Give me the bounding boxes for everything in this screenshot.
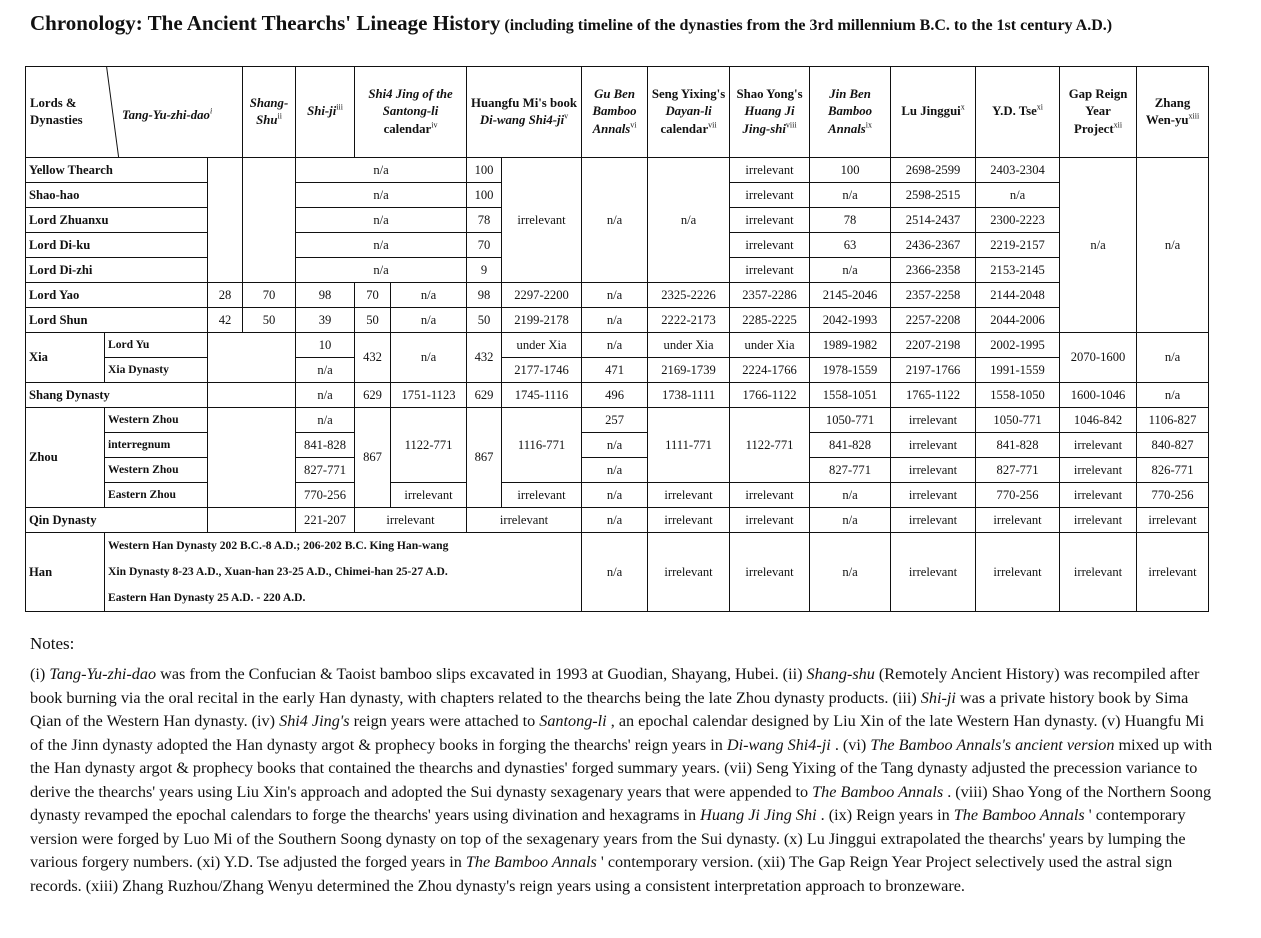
huangfu-range-cell: 2297-2200 <box>502 283 582 308</box>
huangfu-cell: 50 <box>467 308 502 333</box>
shi4-years-cell: 70 <box>355 283 391 308</box>
header-shi4-jing: Shi4 Jing of the Santong-li calendar$^{iv}$ <box>355 67 467 158</box>
jinben-cell: n/a <box>810 533 891 612</box>
shiji-cell: n/a <box>296 233 467 258</box>
shiji-cell: n/a <box>296 258 467 283</box>
zhang-cell: n/a <box>1137 333 1209 383</box>
lu-cell: irrelevant <box>891 483 976 508</box>
table-row <box>26 283 1209 308</box>
shao-cell: 1766-1122 <box>730 383 810 408</box>
guben-cell: n/a <box>582 508 648 533</box>
shiji-cell: 10 <box>296 333 355 358</box>
shiji-cell: 98 <box>296 283 355 308</box>
han-line: Western Han Dynasty 202 B.C.-8 A.D.; 206-202 B.C. King Han-wang <box>108 539 449 552</box>
shang-cell: 50 <box>243 308 296 333</box>
jinben-cell: 1989-1982 <box>810 333 891 358</box>
shang-cell: 70 <box>243 283 296 308</box>
seng-cell: 1111-771 <box>648 408 730 483</box>
shi4-range-cell: irrelevant <box>391 483 467 508</box>
jinben-cell: 2145-2046 <box>810 283 891 308</box>
sub-label: Xia Dynasty <box>105 358 208 383</box>
row-label: Qin Dynasty <box>26 508 208 533</box>
jinben-cell: n/a <box>810 258 891 283</box>
seng-cell: 2169-1739 <box>648 358 730 383</box>
row-label: Lord Shun <box>26 308 208 333</box>
table-row <box>26 458 1209 483</box>
shiji-cell: n/a <box>296 358 355 383</box>
huangfu-range-cell: irrelevant <box>502 158 582 283</box>
jinben-cell: 827-771 <box>810 458 891 483</box>
guben-cell: n/a <box>582 483 648 508</box>
tse-cell: 2300-2223 <box>976 208 1060 233</box>
guben-cell: 257 <box>582 408 648 433</box>
zhang-cell: irrelevant <box>1137 533 1209 612</box>
lu-cell: 2257-2208 <box>891 308 976 333</box>
zhang-cell: 1106-827 <box>1137 408 1209 433</box>
shi4-years-cell: 50 <box>355 308 391 333</box>
jinben-cell: 78 <box>810 208 891 233</box>
lu-cell: irrelevant <box>891 433 976 458</box>
row-label: Lord Yao <box>26 283 208 308</box>
empty-cell <box>208 383 296 408</box>
seng-cell: irrelevant <box>648 483 730 508</box>
huangfu-range-cell: 1745-1116 <box>502 383 582 408</box>
lu-cell: 2357-2258 <box>891 283 976 308</box>
table-row <box>26 533 1209 612</box>
shao-cell: irrelevant <box>730 208 810 233</box>
shiji-cell: n/a <box>296 408 355 433</box>
sub-label: Western Zhou <box>105 408 208 433</box>
tang-cell: 28 <box>208 283 243 308</box>
table-row <box>26 408 1209 433</box>
jinben-cell: 63 <box>810 233 891 258</box>
tse-cell: n/a <box>976 183 1060 208</box>
huangfu-cell: 100 <box>467 158 502 183</box>
tang-cell: 42 <box>208 308 243 333</box>
header-lu-jinggui: Lu Jinggui$^x$ <box>891 67 976 158</box>
row-label: Yellow Thearch <box>26 158 208 183</box>
zhang-cell: 840-827 <box>1137 433 1209 458</box>
guben-cell: n/a <box>582 533 648 612</box>
huangfu-range-cell: irrelevant <box>467 508 582 533</box>
header-seng-yixing: Seng Yixing's Dayan-li calendar$^{vii}$ <box>648 67 730 158</box>
guben-cell: 496 <box>582 383 648 408</box>
header-jin-ben: Jin Ben Bamboo Annals$^{ix}$ <box>810 67 891 158</box>
huangfu-range-cell: under Xia <box>502 333 582 358</box>
lu-cell: 2366-2358 <box>891 258 976 283</box>
shao-cell: 2357-2286 <box>730 283 810 308</box>
notes-heading: Notes: <box>30 634 75 653</box>
guben-cell: n/a <box>582 308 648 333</box>
row-label: Lord Di-zhi <box>26 258 208 283</box>
shao-cell: irrelevant <box>730 183 810 208</box>
table-row <box>26 308 1209 333</box>
lu-cell: irrelevant <box>891 458 976 483</box>
huangfu-cell: 9 <box>467 258 502 283</box>
header-yd-tse: Y.D. Tse$^{xi}$ <box>976 67 1060 158</box>
header-huangfu: Huangfu Mi's book Di-wang $Shi4-ji^v$ <box>467 67 582 158</box>
jinben-cell: 1050-771 <box>810 408 891 433</box>
shiji-cell: n/a <box>296 383 355 408</box>
jinben-cell: n/a <box>810 483 891 508</box>
table-row <box>26 483 1209 508</box>
lu-cell: 2698-2599 <box>891 158 976 183</box>
gap-cell: irrelevant <box>1060 483 1137 508</box>
seng-cell: under Xia <box>648 333 730 358</box>
group-label: Zhou <box>26 408 105 508</box>
shao-cell: irrelevant <box>730 158 810 183</box>
guben-cell: n/a <box>582 458 648 483</box>
shang-empty-cell <box>243 158 296 283</box>
tse-cell: 2153-2145 <box>976 258 1060 283</box>
guben-cell: n/a <box>582 158 648 283</box>
shi4-years-cell: 867 <box>355 408 391 508</box>
jinben-cell: n/a <box>810 183 891 208</box>
shao-cell: 2224-1766 <box>730 358 810 383</box>
shiji-cell: 770-256 <box>296 483 355 508</box>
empty-cell <box>208 408 296 508</box>
tse-cell: 1991-1559 <box>976 358 1060 383</box>
huangfu-cell: 629 <box>467 383 502 408</box>
zhang-cell: n/a <box>1137 158 1209 333</box>
guben-cell: 471 <box>582 358 648 383</box>
jinben-cell: 2042-1993 <box>810 308 891 333</box>
seng-cell: 2222-2173 <box>648 308 730 333</box>
gap-cell: irrelevant <box>1060 533 1137 612</box>
header-gu-ben: Gu Ben Bamboo Annals$^{vi}$ <box>582 67 648 158</box>
tse-cell: irrelevant <box>976 508 1060 533</box>
shi4-range-cell: n/a <box>391 308 467 333</box>
huangfu-range-cell: 1116-771 <box>502 408 582 483</box>
shiji-cell: n/a <box>296 183 467 208</box>
seng-cell: 2325-2226 <box>648 283 730 308</box>
page-title <box>30 11 1250 36</box>
chronology-table <box>25 66 1209 612</box>
header-shi-ji: Shi-$ji^{iii}$ <box>296 67 355 158</box>
shao-cell: irrelevant <box>730 533 810 612</box>
table-row <box>26 508 1209 533</box>
table-header-row <box>26 67 1209 158</box>
header-lords: Lords & Dynasties <box>30 96 83 128</box>
guben-cell: n/a <box>582 333 648 358</box>
huangfu-cell: 867 <box>467 408 502 508</box>
huangfu-range-cell: irrelevant <box>502 483 582 508</box>
lu-cell: 2436-2367 <box>891 233 976 258</box>
zhang-cell: 826-771 <box>1137 458 1209 483</box>
table-row <box>26 433 1209 458</box>
huangfu-range-cell: 2199-2178 <box>502 308 582 333</box>
gap-cell: 1600-1046 <box>1060 383 1137 408</box>
shao-cell: irrelevant <box>730 258 810 283</box>
shiji-cell: 39 <box>296 308 355 333</box>
huangfu-cell: 70 <box>467 233 502 258</box>
notes-paragraph: (i) Tang-Yu-zhi-dao was from the Confucian & Taoist bamboo slips excavated in 1993 at Guodian, Shayang, Hubei. (ii) Shang-shu (Remotely Ancient History) was recompiled after book burning via the oral recital in the early Han dynasty, with chapters related to the thearchs being the late Zhou dynasty products. (iii) Shi-ji was a private history book by Sima Qian of the Western Han dynasty. (iv) Shi4 Jing's reign years were attached to Santong-li , an epochal calendar designed by Liu Xin of the late Western Han dynasty. (v) Huangfu Mi of the Jinn dynasty adopted the Han dynasty argot & prophecy books in forging the thearchs' reign years in Di-wang Shi4-ji . (vi) The Bamboo Annals's ancient version mixed up with the Han dynasty argot & prophecy books that contained the thearchs and dynasties' forged summary years. (vii) Seng Yixing of the Tang dynasty adjusted the precession variance to derive the thearchs' years using Liu Xin's approach and adopted the Sui dynasty sexagenary years that were appended to The Bamboo Annals . (viii) Shao Yong of the Northern Soong dynasty revamped the epochal calendars to forge the thearchs' years using divination and hexagrams in Huang Ji Jing Shi . (ix) Reign years in The Bamboo Annals ' contemporary version were forged by Luo Mi of the Southern Soong dynasty on top of the sexagenary years from the Sui dynasty. (x) Lu Jinggui extrapolated the thearchs' years by lumping the various forgery numbers. (xi) Y.D. Tse adjusted the forged years in The Bamboo Annals ' contemporary version. (xii) The Gap Reign Year Project selectively used the astral sign records. (xiii) Zhang Ruzhou/Zhang Wenyu determined the Zhou dynasty's reign years using a consistent interpretation approach to bronzeware. <box>30 665 1213 895</box>
jinben-cell: 841-828 <box>810 433 891 458</box>
lu-cell: 2197-1766 <box>891 358 976 383</box>
shao-cell: irrelevant <box>730 233 810 258</box>
sub-label: interregnum <box>105 433 208 458</box>
tse-cell: 2002-1995 <box>976 333 1060 358</box>
title-main: Chronology: The Ancient Thearchs' Lineage History <box>30 11 501 35</box>
lu-cell: 1765-1122 <box>891 383 976 408</box>
huangfu-cell: 432 <box>467 333 502 383</box>
seng-cell: n/a <box>648 158 730 283</box>
empty-cell <box>208 508 296 533</box>
huangfu-cell: 100 <box>467 183 502 208</box>
shi4-years-cell: 629 <box>355 383 391 408</box>
gap-cell: 2070-1600 <box>1060 333 1137 383</box>
sub-label: Eastern Zhou <box>105 483 208 508</box>
lu-cell: 2598-2515 <box>891 183 976 208</box>
header-shao-yong: Shao Yong's Huang Ji Jing-shi$^{viii}$ <box>730 67 810 158</box>
tse-cell: 1558-1050 <box>976 383 1060 408</box>
jinben-cell: 1978-1559 <box>810 358 891 383</box>
han-dynasty-details <box>105 533 582 612</box>
table-row <box>26 158 1209 183</box>
header-tang: Tang-Yu-zhi-dao$^i$ <box>122 106 213 122</box>
shiji-cell: 221-207 <box>296 508 355 533</box>
seng-cell: irrelevant <box>648 533 730 612</box>
shiji-cell: n/a <box>296 158 467 183</box>
gap-cell: irrelevant <box>1060 458 1137 483</box>
table-row <box>26 383 1209 408</box>
lu-cell: irrelevant <box>891 533 976 612</box>
shi4-years-cell: 432 <box>355 333 391 383</box>
sub-label: Western Zhou <box>105 458 208 483</box>
tse-cell: 770-256 <box>976 483 1060 508</box>
header-zhang-wenyu: Zhang Wen-$yu^{xiii}$ <box>1137 67 1209 158</box>
shao-cell: irrelevant <box>730 508 810 533</box>
gap-cell: n/a <box>1060 158 1137 333</box>
empty-cell <box>208 333 296 383</box>
header-shang-shu: Shang-Shu$^{ii}$ <box>243 67 296 158</box>
gap-cell: 1046-842 <box>1060 408 1137 433</box>
shiji-cell: 841-828 <box>296 433 355 458</box>
shao-cell: irrelevant <box>730 483 810 508</box>
gap-cell: irrelevant <box>1060 433 1137 458</box>
seng-cell: irrelevant <box>648 508 730 533</box>
shiji-cell: n/a <box>296 208 467 233</box>
shao-cell: 2285-2225 <box>730 308 810 333</box>
shiji-cell: 827-771 <box>296 458 355 483</box>
huangfu-range-cell: 2177-1746 <box>502 358 582 383</box>
huangfu-cell: 78 <box>467 208 502 233</box>
shi4-range-cell: n/a <box>391 333 467 383</box>
gap-cell: irrelevant <box>1060 508 1137 533</box>
zhang-cell: 770-256 <box>1137 483 1209 508</box>
row-label: Lord Zhuanxu <box>26 208 208 233</box>
header-gap-reign: Gap Reign Year Project$^{xii}$ <box>1060 67 1137 158</box>
tse-cell: 2219-2157 <box>976 233 1060 258</box>
sub-label: Lord Yu <box>105 333 208 358</box>
tse-cell: 841-828 <box>976 433 1060 458</box>
shao-cell: under Xia <box>730 333 810 358</box>
jinben-cell: 100 <box>810 158 891 183</box>
tse-cell: 2144-2048 <box>976 283 1060 308</box>
row-label: Han <box>26 533 105 612</box>
shi4-range-cell: 1122-771 <box>391 408 467 483</box>
shi4-range-cell: irrelevant <box>355 508 467 533</box>
table-row <box>26 333 1209 358</box>
shi4-range-cell: 1751-1123 <box>391 383 467 408</box>
header-lords-tang <box>26 67 243 158</box>
guben-cell: n/a <box>582 433 648 458</box>
row-label: Lord Di-ku <box>26 233 208 258</box>
lu-cell: 2514-2437 <box>891 208 976 233</box>
tang-empty-cell <box>208 158 243 283</box>
guben-cell: n/a <box>582 283 648 308</box>
table-row <box>26 358 1209 383</box>
tse-cell: 2403-2304 <box>976 158 1060 183</box>
tse-cell: irrelevant <box>976 533 1060 612</box>
title-subtitle: (including timeline of the dynasties from the 3rd millennium B.C. to the 1st century A.D.) <box>504 17 1113 34</box>
jinben-cell: 1558-1051 <box>810 383 891 408</box>
han-line: Eastern Han Dynasty 25 A.D. - 220 A.D. <box>108 591 306 604</box>
lu-cell: 2207-2198 <box>891 333 976 358</box>
jinben-cell: n/a <box>810 508 891 533</box>
seng-cell: 1738-1111 <box>648 383 730 408</box>
zhang-cell: n/a <box>1137 383 1209 408</box>
group-label: Xia <box>26 333 105 383</box>
row-label: Shao-hao <box>26 183 208 208</box>
row-label: Shang Dynasty <box>26 383 208 408</box>
tse-cell: 827-771 <box>976 458 1060 483</box>
huangfu-cell: 98 <box>467 283 502 308</box>
zhang-cell: irrelevant <box>1137 508 1209 533</box>
han-line: Xin Dynasty 8-23 A.D., Xuan-han 23-25 A.D., Chimei-han 25-27 A.D. <box>108 565 448 578</box>
tse-cell: 2044-2006 <box>976 308 1060 333</box>
shao-cell: 1122-771 <box>730 408 810 483</box>
lu-cell: irrelevant <box>891 508 976 533</box>
lu-cell: irrelevant <box>891 408 976 433</box>
shi4-range-cell: n/a <box>391 283 467 308</box>
tse-cell: 1050-771 <box>976 408 1060 433</box>
